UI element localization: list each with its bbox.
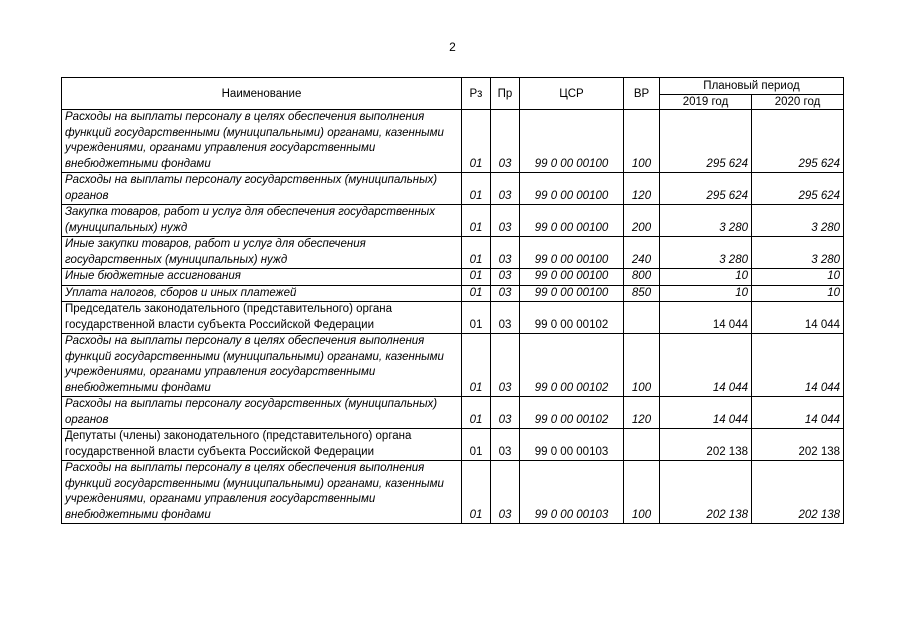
row-vr: 120	[624, 397, 660, 429]
table-row	[62, 461, 844, 524]
row-amount-2020: 14 044	[752, 302, 844, 334]
row-csr: 99 0 00 00102	[520, 397, 624, 429]
row-csr: 99 0 00 00103	[520, 461, 624, 524]
row-amount-2020: 295 624	[752, 173, 844, 205]
budget-table	[61, 77, 844, 524]
row-name: Депутаты (члены) законодательного (представительного) органа государственной власти субъекта Российской Федерации	[62, 429, 462, 461]
row-pr: 03	[491, 173, 520, 205]
row-amount-2019: 10	[660, 285, 752, 302]
row-amount-2019: 14 044	[660, 334, 752, 397]
header-planning-period: Плановый период	[660, 78, 844, 95]
header-year-2020: 2020 год	[752, 95, 844, 110]
header-pr: Пр	[491, 78, 520, 110]
row-pr: 03	[491, 110, 520, 173]
table-row	[62, 397, 844, 429]
row-amount-2020: 3 280	[752, 205, 844, 237]
row-amount-2020: 14 044	[752, 397, 844, 429]
row-rz: 01	[462, 397, 491, 429]
row-amount-2019: 295 624	[660, 110, 752, 173]
row-vr: 120	[624, 173, 660, 205]
row-csr: 99 0 00 00103	[520, 429, 624, 461]
row-name: Председатель законодательного (представительного) органа государственной власти субъекта Российской Федерации	[62, 302, 462, 334]
row-name: Иные закупки товаров, работ и услуг для обеспечения государственных (муниципальных) нужд	[62, 237, 462, 269]
row-name: Иные бюджетные ассигнования	[62, 269, 462, 286]
row-amount-2019: 202 138	[660, 429, 752, 461]
row-amount-2020: 202 138	[752, 461, 844, 524]
row-rz: 01	[462, 110, 491, 173]
row-rz: 01	[462, 237, 491, 269]
row-vr: 240	[624, 237, 660, 269]
row-rz: 01	[462, 205, 491, 237]
row-pr: 03	[491, 205, 520, 237]
row-rz: 01	[462, 334, 491, 397]
header-year-2019: 2019 год	[660, 95, 752, 110]
row-vr	[624, 302, 660, 334]
row-vr: 200	[624, 205, 660, 237]
row-amount-2019: 14 044	[660, 397, 752, 429]
row-amount-2019: 10	[660, 269, 752, 286]
table-row	[62, 285, 844, 302]
row-csr: 99 0 00 00100	[520, 173, 624, 205]
table-row	[62, 269, 844, 286]
header-vr: ВР	[624, 78, 660, 110]
row-amount-2019: 14 044	[660, 302, 752, 334]
row-name: Расходы на выплаты персоналу государственных (муниципальных) органов	[62, 397, 462, 429]
row-pr: 03	[491, 302, 520, 334]
row-csr: 99 0 00 00100	[520, 205, 624, 237]
row-amount-2020: 3 280	[752, 237, 844, 269]
header-rz: Рз	[462, 78, 491, 110]
row-vr	[624, 429, 660, 461]
row-rz: 01	[462, 285, 491, 302]
row-vr: 850	[624, 285, 660, 302]
row-amount-2020: 10	[752, 269, 844, 286]
row-amount-2020: 295 624	[752, 110, 844, 173]
page-number: 2	[449, 40, 456, 54]
row-rz: 01	[462, 173, 491, 205]
row-rz: 01	[462, 461, 491, 524]
row-pr: 03	[491, 269, 520, 286]
row-amount-2019: 3 280	[660, 237, 752, 269]
row-name: Закупка товаров, работ и услуг для обеспечения государственных (муниципальных) нужд	[62, 205, 462, 237]
table-row	[62, 205, 844, 237]
header-name: Наименование	[62, 78, 462, 110]
row-pr: 03	[491, 429, 520, 461]
row-csr: 99 0 00 00100	[520, 110, 624, 173]
table-row	[62, 110, 844, 173]
row-rz: 01	[462, 429, 491, 461]
row-pr: 03	[491, 334, 520, 397]
row-vr: 100	[624, 110, 660, 173]
row-amount-2020: 14 044	[752, 334, 844, 397]
table-row	[62, 237, 844, 269]
row-pr: 03	[491, 237, 520, 269]
table-row	[62, 334, 844, 397]
row-rz: 01	[462, 302, 491, 334]
row-csr: 99 0 00 00100	[520, 237, 624, 269]
row-amount-2019: 202 138	[660, 461, 752, 524]
row-name: Расходы на выплаты персоналу в целях обеспечения выполнения функций государственными (муниципальными) органами, казенными учреждениями, органами управления государственными внебюджетными фондами	[62, 461, 462, 524]
row-amount-2020: 202 138	[752, 429, 844, 461]
table-row	[62, 173, 844, 205]
row-vr: 800	[624, 269, 660, 286]
table-row	[62, 302, 844, 334]
row-csr: 99 0 00 00102	[520, 334, 624, 397]
row-name: Уплата налогов, сборов и иных платежей	[62, 285, 462, 302]
row-vr: 100	[624, 334, 660, 397]
row-pr: 03	[491, 461, 520, 524]
table-body	[62, 110, 844, 524]
row-name: Расходы на выплаты персоналу в целях обеспечения выполнения функций государственными (муниципальными) органами, казенными учреждениями, органами управления государственными внебюджетными фондами	[62, 334, 462, 397]
row-csr: 99 0 00 00100	[520, 269, 624, 286]
row-pr: 03	[491, 397, 520, 429]
row-vr: 100	[624, 461, 660, 524]
row-amount-2020: 10	[752, 285, 844, 302]
row-pr: 03	[491, 285, 520, 302]
row-name: Расходы на выплаты персоналу государственных (муниципальных) органов	[62, 173, 462, 205]
row-amount-2019: 295 624	[660, 173, 752, 205]
row-name: Расходы на выплаты персоналу в целях обеспечения выполнения функций государственными (муниципальными) органами, казенными учреждениями, органами управления государственными внебюджетными фондами	[62, 110, 462, 173]
header-csr: ЦСР	[520, 78, 624, 110]
row-amount-2019: 3 280	[660, 205, 752, 237]
row-rz: 01	[462, 269, 491, 286]
table-row	[62, 429, 844, 461]
row-csr: 99 0 00 00100	[520, 285, 624, 302]
row-csr: 99 0 00 00102	[520, 302, 624, 334]
